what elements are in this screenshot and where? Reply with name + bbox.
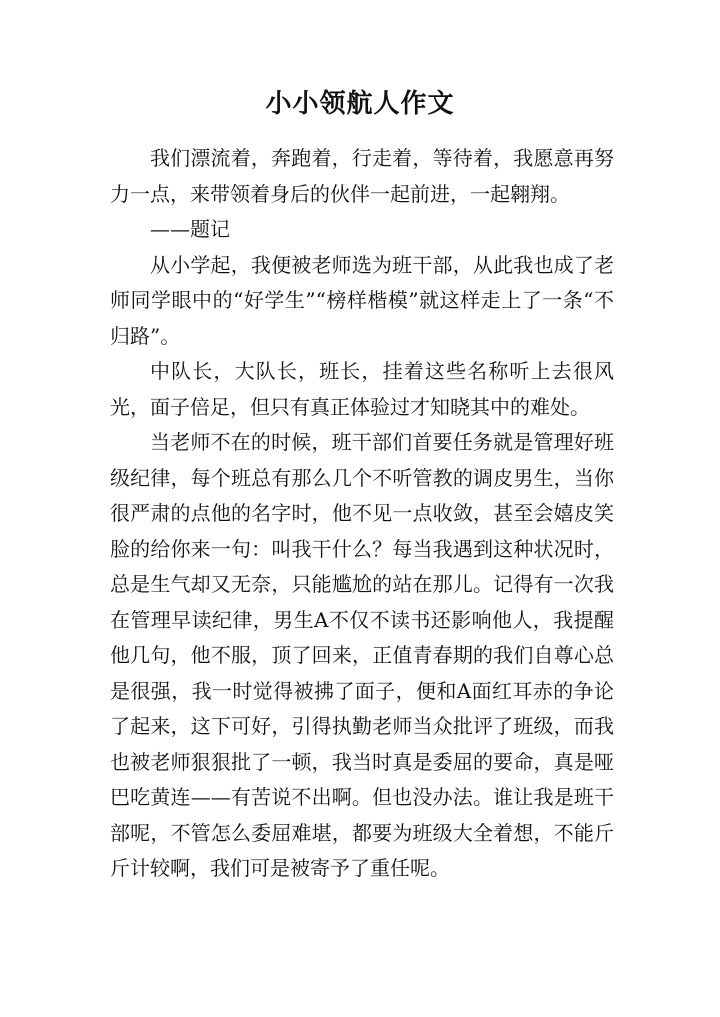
- essay-body: [110, 141, 614, 887]
- paragraph-elementary: 从小学起，我便被老师选为班干部，从此我也成了老师同学眼中的“好学生”“榜样楷模”就这样走上了一条“不归路”。: [110, 252, 614, 348]
- page-title: 小小领航人作文: [265, 89, 455, 119]
- paragraph-epigraph-attribution: ——题记: [150, 217, 230, 241]
- paragraph-titles: 中队长，大队长，班长，挂着这些名称听上去很风光，面子倍足，但只有真正体验过才知晓其中的难处。: [110, 359, 614, 419]
- paragraph-story: 当老师不在的时候，班干部们首要任务就是管理好班级纪律，每个班总有那么几个不听管教的调皮男生，当你很严肃的点他的名字时，他不见一点收敛，甚至会嬉皮笑脸的给你来一句：叫我干什么？每当我遇到这种状况时，总是生气却又无奈，只能尴尬的站在那儿。记得有一次我在管理早读纪律，男生A不仅不读书还影响他人，我提醒他几句，他不服，顶了回来，正值青春期的我们自尊心总是很强，我一时觉得被拂了面子，便和A面红耳赤的争论了起来，这下可好，引得执勤老师当众批评了班级，而我也被老师狠狠批了一顿，我当时真是委屈的要命，真是哑巴吃黄连——有苦说不出啊。但也没办法。谁让我是班干部呢，不管怎么委屈难堪，都要为班级大全着想，不能斤斤计较啊，我们可是被寄予了重任呢。: [110, 430, 614, 880]
- paragraph-intro: 我们漂流着，奔跑着，行走着，等待着，我愿意再努力一点，来带领着身后的伙伴一起前进，一起翱翔。: [110, 146, 614, 206]
